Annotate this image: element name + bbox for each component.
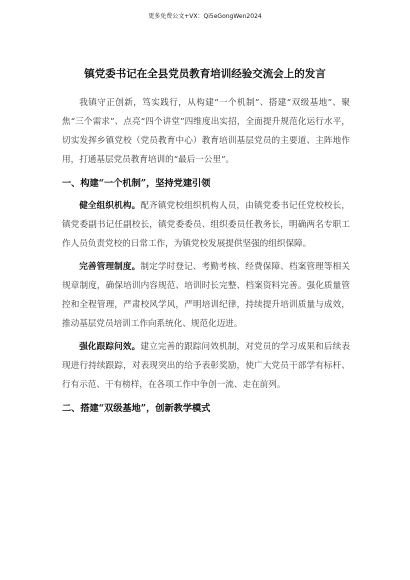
intro-paragraph: 我镇守正创新，笃实践行，从构建“一个机制”、搭建“双级基地”、聚焦“三个需求”、点亮“四个讲堂”四维度出实招，全面提升规范化运行水平，切实发挥乡镇党校（党员教育中心）教育培训基层党员的主要道、主阵地作用，打通基层党员教育培训的“最后一公里”。 [62,98,350,165]
paragraph-text: 建立完善的跟踪问效机制，对党员的学习成果和后续表现进行持续跟踪，对表现突出的给予表彰奖励，使广大党员干部学有标杆、行有示范、干有榜样，在各项工作中争创一流、走在前列。 [62,342,350,390]
section-1-heading: 一、构建“一个机制”，坚持党建引领 [62,178,211,189]
document-body [62,94,350,422]
paragraph-management [62,258,350,334]
paragraph-lead: 健全组织机构。 [79,201,141,211]
paragraph-lead: 强化跟踪问效。 [79,342,141,352]
paragraph-text: 配齐镇党校组织机构人员，由镇党委书记任党校校长，镇党委副书记任副校长，镇党委委员、组织委员任教务长，明确两名专职工作人员负责党校的日常工作，为镇党校发展提供坚强的组织保障。 [62,201,350,249]
document-title: 镇党委书记在全县党员教育培训经验交流会上的发言 [84,68,326,80]
paragraph-text: 制定学时登记、考勤考核、经费保障、档案管理等相关规章制度，确保培训内容规范、培训时长完整、档案资料完善。强化质量管控和全程管理，严肃校风学风，严明培训纪律，持续提升培训质量与成效，推动基层党员培训工作向系统化、规范化迈进。 [62,262,350,329]
paragraph-lead: 完善管理制度。 [79,262,141,272]
header-note: 更多免费公文+VX：Qi5eGongWen2024 [148,13,262,20]
paragraph-organization [62,197,350,254]
section-2-heading: 二、搭建“双级基地”，创新教学模式 [62,403,211,414]
paragraph-tracking [62,338,350,395]
